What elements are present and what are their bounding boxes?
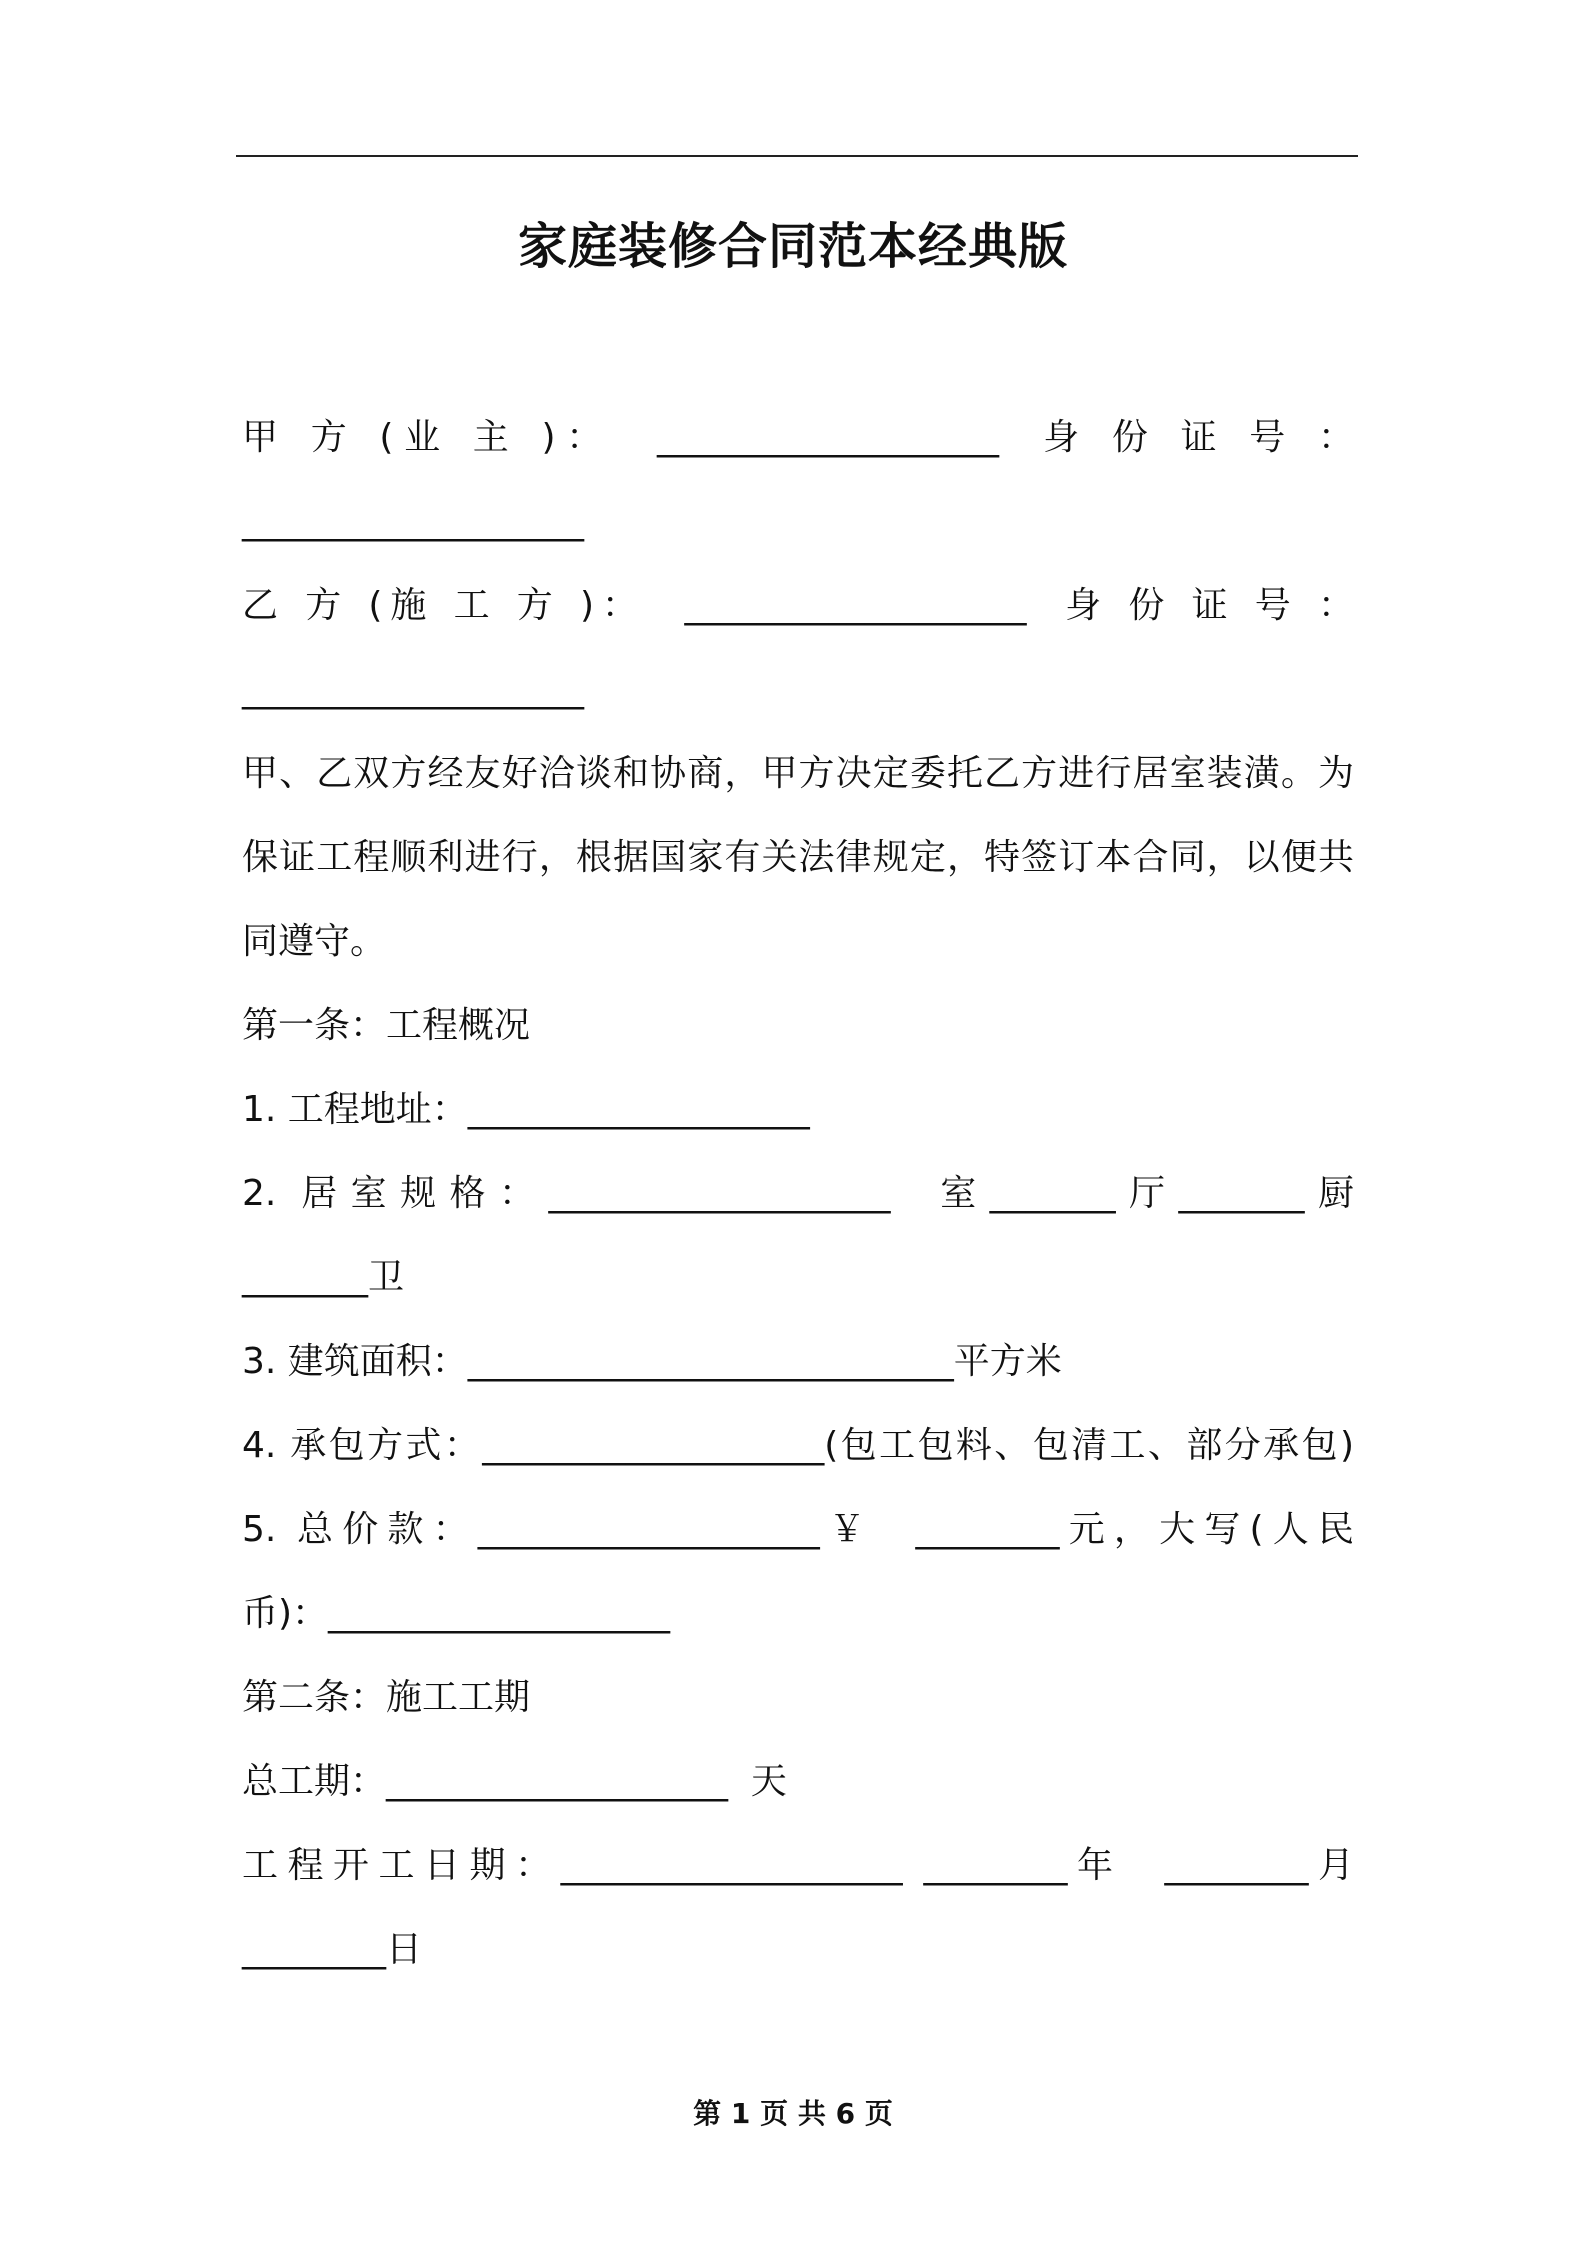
intro-line-2: 保证工程顺利进行，根据国家有关法律规定，特签订本合同，以便共 (242, 837, 1354, 878)
intro-line-1: 甲、乙双方经友好洽谈和协商，甲方决定委托乙方进行居室装潢。为 (242, 753, 1354, 794)
total-price-item: 5. 总价款：___________________￥ ________元，大写(人民 (242, 1509, 1354, 1550)
project-address-item: 1. 工程地址：___________________ (242, 1089, 810, 1130)
party-b-id-blank: ___________________ (242, 669, 584, 710)
building-area-item: 3. 建筑面积：___________________________平方米 (242, 1341, 1062, 1382)
party-a-id-blank: ___________________ (242, 501, 584, 542)
total-duration-item: 总工期：___________________ 天 (242, 1761, 787, 1802)
article-1-heading: 第一条：工程概况 (242, 1005, 531, 1046)
start-date-item-cont: ________日 (242, 1929, 423, 1970)
start-date-item: 工程开工日期：___________________ ________年 ________月 (242, 1845, 1354, 1886)
document-body (242, 396, 1354, 1996)
contract-method-item: 4. 承包方式：___________________(包工包料、包清工、部分承包) (242, 1425, 1354, 1466)
article-2-heading: 第二条：施工工期 (242, 1677, 531, 1718)
total-price-item-cont: 币)：___________________ (242, 1593, 671, 1634)
document-title: 家庭装修合同范本经典版 (517, 218, 1068, 275)
party-b-line: 乙 方 (施 工 方 )： ___________________ 身 份 证 号 ： (242, 585, 1354, 626)
intro-line-3: 同遵守。 (242, 921, 387, 962)
room-spec-item-cont: _______卫 (242, 1257, 405, 1298)
party-a-line: 甲 方 (业 主 )： ___________________ 身 份 证 号 ： (242, 417, 1354, 458)
page-number: 第 1 页 共 6 页 (693, 2097, 893, 2130)
header-rule (236, 155, 1358, 157)
room-spec-item: 2. 居室规格：___________________ 室_______厅_______厨 (242, 1173, 1354, 1214)
